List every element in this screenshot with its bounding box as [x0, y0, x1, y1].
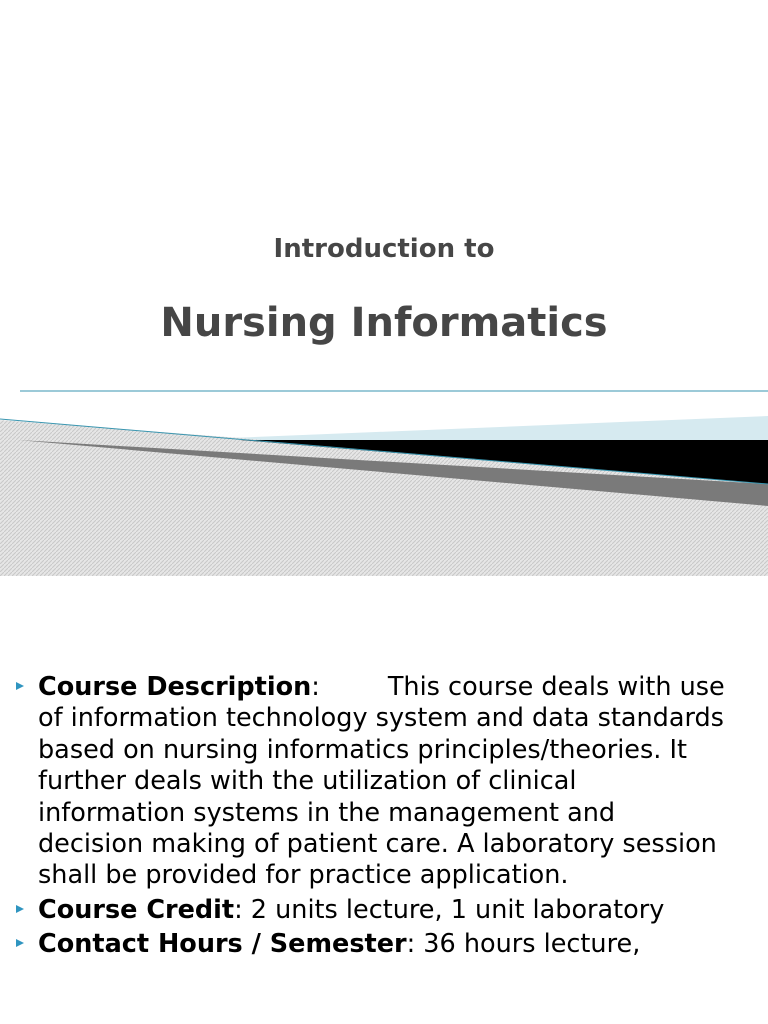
bullet-separator: : [234, 894, 243, 925]
slide-title: Nursing Informatics [160, 300, 608, 346]
bullet-text: 2 units lecture, 1 unit laboratory [250, 894, 665, 925]
bullet-separator: : [311, 672, 320, 702]
slide-subtitle: Introduction to [273, 234, 495, 264]
light-blue-band [230, 416, 768, 440]
bullet-label: Course Description [38, 672, 312, 702]
bullet-text: This course deals with use of information technology system and data standards based on nursing informatics principles/theories. It further deals with the utilization of clinical information systems in the management and decision making of patient care. A laboratory session shall be provided for practice application. [38, 672, 725, 891]
course-info-slide [0, 672, 768, 1024]
bullet-course-credit [0, 895, 768, 926]
triangle-bullet-icon [16, 939, 24, 947]
bullet-text: 36 hours lecture, [423, 929, 641, 960]
triangle-bullet-icon [16, 905, 24, 913]
bullet-list [0, 672, 768, 961]
decorative-banner [0, 380, 768, 576]
triangle-bullet-icon [16, 682, 24, 690]
bullet-separator: : [406, 929, 416, 960]
bullet-course-description [0, 672, 768, 892]
bullet-contact-hours [0, 929, 768, 960]
bullet-label: Course Credit [38, 894, 235, 925]
bullet-label: Contact Hours / Semester [38, 929, 407, 960]
